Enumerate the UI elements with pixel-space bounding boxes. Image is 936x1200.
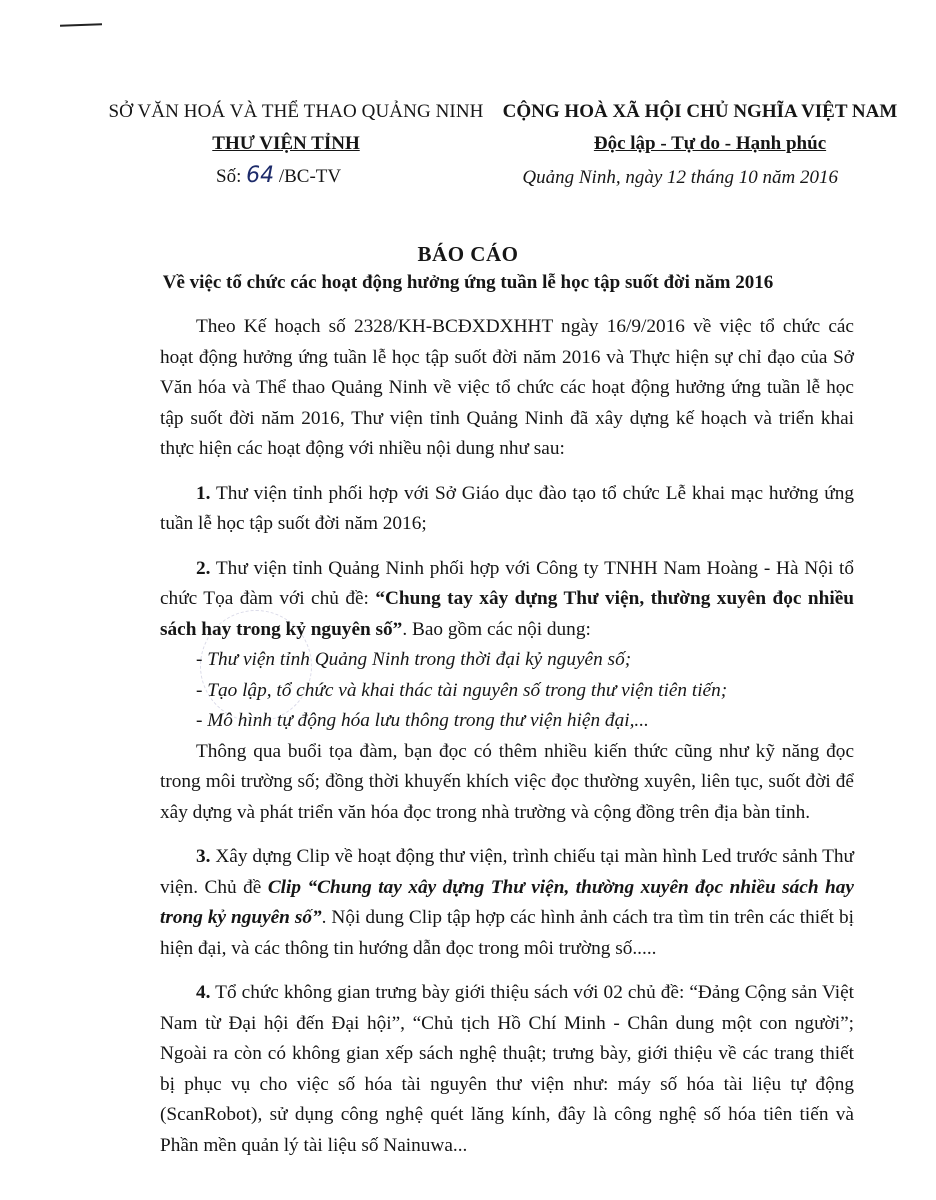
document-body: [160, 312, 854, 1161]
item-4-text: Tổ chức không gian trưng bày giới thiệu sách với 02 chủ đề: “Đảng Cộng sản Việt Nam từ Đại hội đến Đại hội”, “Chủ tịch Hồ Chí Minh - Chân dung một con người”; Ngoài ra còn có không gian xếp sách nghệ thuật; trưng bày, giới thiệu về các trang thiết bị phục vụ cho việc số hóa tài nguyên thư viện như: máy số hóa tài liệu tự động (ScanRobot), sử dụng công nghệ quét lăng kính, đây là công nghệ số hóa tiên tiến và Phần mền quản lý tài liệu số Nainuwa...: [160, 982, 854, 1156]
item-2-follow: Thông qua buổi tọa đàm, bạn đọc có thêm nhiều kiến thức cũng như kỹ năng đọc trong môi trường số; đồng thời khuyến khích việc đọc thường xuyên, liên tục, suốt đời để xây dựng và phát triển văn hóa đọc trong nhà trường và cộng đồng trên địa bàn tỉnh.: [160, 740, 854, 823]
number-suffix: /BC-TV: [278, 166, 342, 187]
document-subtitle: Về việc tổ chức các hoạt động hưởng ứng tuần lễ học tập suốt đời năm 2016: [162, 272, 774, 293]
item-2-number: 2.: [196, 557, 211, 579]
item-2-text-b: . Bao gồm các nội dung:: [402, 618, 591, 640]
item-1-number: 1.: [196, 482, 211, 504]
issuer-unit: THƯ VIỆN TỈNH: [212, 133, 360, 154]
item-2-bullet-3: - Mô hình tự động hóa lưu thông trong thư viện hiện đại,...: [196, 710, 649, 731]
item-2-bullet-1: - Thư viện tỉnh Quảng Ninh trong thời đại kỷ nguyên số;: [196, 649, 632, 670]
document-number: [106, 160, 486, 193]
intro-paragraph: Theo Kế hoạch số 2328/KH-BCĐXDXHHT ngày 16/9/2016 về việc tổ chức các hoạt động hưởng ứng tuần lễ học tập suốt đời năm 2016 và Thực hiện sự chỉ đạo của Sở Văn hóa và Thể thao Quảng Ninh về việc tổ chức các hoạt động hưởng ứng tuần lễ học tập suốt đời năm 2016, Thư viện tỉnh Quảng Ninh đã xây dựng kế hoạch và triển khai thực hiện các hoạt động với nhiều nội dung như sau:: [160, 316, 854, 459]
pen-mark: [60, 23, 102, 26]
national-block: [500, 96, 900, 194]
item-3: [160, 842, 854, 964]
handwritten-number: 64: [246, 163, 275, 188]
document-title: BÁO CÁO: [417, 242, 519, 266]
item-4: [160, 978, 854, 1161]
place-date: Quảng Ninh, ngày 12 tháng 10 năm 2016: [522, 167, 838, 188]
item-3-number: 3.: [196, 846, 211, 867]
issuer-org: SỞ VĂN HOÁ VÀ THỂ THAO QUẢNG NINH: [108, 101, 484, 122]
item-1: [160, 479, 854, 540]
item-2-topic: “Chung tay xây dựng Thư viện, thường xuyên đọc nhiều sách hay trong kỷ nguyên số”: [160, 588, 854, 640]
item-3-text-a: Xây dựng Clip về hoạt động thư viện, trình chiếu tại màn hình Led trước sảnh Thư viện. Chủ đề: [160, 846, 854, 898]
item-1-text: Thư viện tỉnh phối hợp với Sở Giáo dục đào tạo tổ chức Lễ khai mạc hưởng ứng tuần lễ học tập suốt đời năm 2016;: [160, 482, 854, 534]
item-3-text-b: . Nội dung Clip tập hợp các hình ảnh cách tra tìm tin trên các thiết bị hiện đại, và các thông tin hướng dẫn đọc trong môi trường số.....: [160, 907, 854, 959]
item-4-number: 4.: [196, 982, 211, 1003]
item-2: [160, 554, 854, 646]
item-2-text-a: Thư viện tỉnh Quảng Ninh phối hợp với Công ty TNHH Nam Hoàng - Hà Nội tổ chức Tọa đàm với chủ đề:: [160, 557, 854, 609]
number-prefix: Số:: [216, 166, 242, 187]
country-name: CỘNG HOÀ XÃ HỘI CHỦ NGHĨA VIỆT NAM: [502, 101, 898, 122]
item-3-topic: Clip “Chung tay xây dựng Thư viện, thường xuyên đọc nhiều sách hay trong kỷ nguyên số”: [160, 876, 854, 928]
national-motto: Độc lập - Tự do - Hạnh phúc: [593, 133, 827, 154]
issuer-block: [106, 96, 486, 193]
item-2-bullet-2: - Tạo lập, tổ chức và khai thác tài nguyên số trong thư viện tiên tiến;: [196, 679, 728, 701]
